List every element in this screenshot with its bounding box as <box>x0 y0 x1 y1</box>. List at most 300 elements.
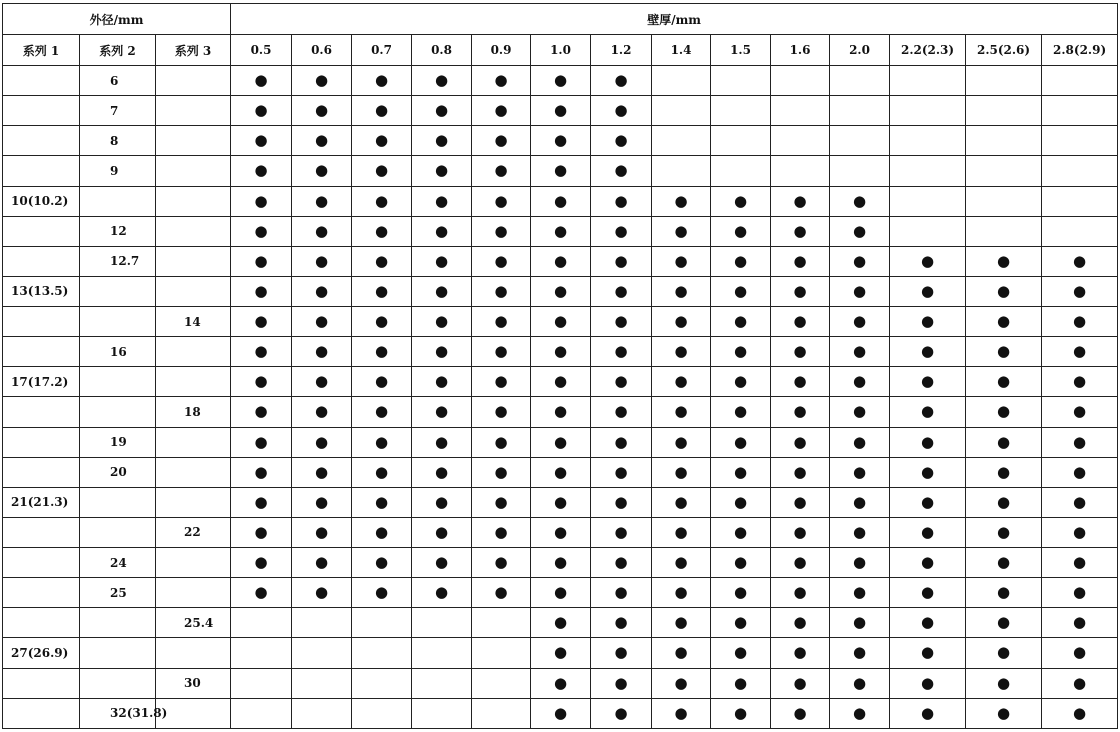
thickness-cell <box>966 517 1042 547</box>
series-3-cell <box>156 186 231 216</box>
thickness-cell <box>412 397 472 427</box>
availability-dot-icon: ● <box>434 372 449 391</box>
availability-dot-icon: ● <box>254 522 268 541</box>
availability-dot-icon: ● <box>852 402 867 421</box>
thickness-cell <box>531 337 591 367</box>
availability-dot-icon: ● <box>314 312 329 331</box>
availability-dot-icon: ● <box>674 553 688 572</box>
thickness-cell <box>531 578 591 608</box>
thickness-cell <box>652 487 711 517</box>
thickness-cell <box>1042 156 1118 186</box>
thickness-cell <box>412 578 472 608</box>
thickness-cell <box>830 427 890 457</box>
availability-dot-icon: ● <box>852 251 867 270</box>
availability-dot-icon: ● <box>614 281 628 300</box>
thickness-cell <box>830 698 890 728</box>
thickness-cell <box>890 276 966 306</box>
availability-dot-icon: ● <box>852 462 867 481</box>
thickness-cell <box>231 216 292 246</box>
thickness-cell <box>591 608 652 638</box>
availability-dot-icon: ● <box>314 281 329 300</box>
thickness-cell <box>591 307 652 337</box>
thickness-cell <box>591 96 652 126</box>
thickness-cell <box>830 367 890 397</box>
thickness-cell <box>472 307 531 337</box>
thickness-cell <box>472 517 531 547</box>
thickness-cell <box>292 427 352 457</box>
thickness-header: 2.5(2.6) <box>966 35 1042 66</box>
thickness-header: 1.4 <box>652 35 711 66</box>
thickness-cell <box>412 638 472 668</box>
thickness-cell <box>352 246 412 276</box>
thickness-cell <box>652 638 711 668</box>
series-1-header: 系列 1 <box>3 35 80 66</box>
thickness-cell <box>830 276 890 306</box>
thickness-cell <box>771 698 830 728</box>
thickness-cell <box>231 608 292 638</box>
series-3-cell: 30 <box>156 668 231 698</box>
availability-dot-icon: ● <box>920 613 935 632</box>
availability-dot-icon: ● <box>314 71 329 90</box>
thickness-cell <box>1042 427 1118 457</box>
availability-dot-icon: ● <box>494 342 508 361</box>
wall-thickness-header: 壁厚/mm <box>231 4 1118 35</box>
table-row <box>3 216 1118 246</box>
thickness-cell <box>652 216 711 246</box>
thickness-cell <box>966 126 1042 156</box>
availability-dot-icon: ● <box>494 191 508 210</box>
table-row <box>3 337 1118 367</box>
thickness-cell <box>231 337 292 367</box>
series-1-cell: 17(17.2) <box>3 367 80 397</box>
availability-dot-icon: ● <box>793 673 807 692</box>
series-1-cell <box>3 427 80 457</box>
availability-dot-icon: ● <box>793 312 807 331</box>
availability-dot-icon: ● <box>852 583 867 602</box>
thickness-cell <box>591 216 652 246</box>
series-1-cell <box>3 698 80 728</box>
series-3-cell: 22 <box>156 517 231 547</box>
thickness-cell <box>711 668 771 698</box>
availability-dot-icon: ● <box>674 462 688 481</box>
series-2-cell <box>80 608 156 638</box>
series-1-cell: 21(21.3) <box>3 487 80 517</box>
thickness-cell <box>292 216 352 246</box>
thickness-header: 2.0 <box>830 35 890 66</box>
availability-dot-icon: ● <box>1073 402 1087 421</box>
availability-dot-icon: ● <box>434 161 449 180</box>
thickness-cell <box>292 96 352 126</box>
thickness-cell <box>1042 66 1118 96</box>
thickness-cell <box>292 397 352 427</box>
series-2-cell: 20 <box>80 457 156 487</box>
thickness-cell <box>531 457 591 487</box>
availability-dot-icon: ● <box>614 221 628 240</box>
availability-dot-icon: ● <box>996 462 1011 481</box>
availability-dot-icon: ● <box>793 251 807 270</box>
thickness-cell <box>1042 698 1118 728</box>
availability-dot-icon: ● <box>494 553 508 572</box>
thickness-cell <box>966 307 1042 337</box>
series-2-cell <box>80 668 156 698</box>
thickness-cell <box>531 156 591 186</box>
thickness-cell <box>652 427 711 457</box>
thickness-cell <box>292 698 352 728</box>
thickness-cell <box>531 276 591 306</box>
availability-dot-icon: ● <box>852 281 867 300</box>
series-3-cell <box>156 578 231 608</box>
availability-dot-icon: ● <box>494 462 508 481</box>
availability-dot-icon: ● <box>1073 522 1087 541</box>
availability-dot-icon: ● <box>494 131 508 150</box>
thickness-cell <box>591 126 652 156</box>
table-row <box>3 548 1118 578</box>
availability-dot-icon: ● <box>614 583 628 602</box>
thickness-cell <box>652 96 711 126</box>
availability-dot-icon: ● <box>793 432 807 451</box>
availability-dot-icon: ● <box>494 251 508 270</box>
availability-dot-icon: ● <box>920 462 935 481</box>
thickness-cell <box>890 668 966 698</box>
availability-dot-icon: ● <box>254 372 268 391</box>
availability-dot-icon: ● <box>614 191 628 210</box>
thickness-cell <box>231 246 292 276</box>
availability-dot-icon: ● <box>793 191 807 210</box>
thickness-cell <box>890 517 966 547</box>
thickness-cell <box>890 698 966 728</box>
thickness-cell <box>830 96 890 126</box>
availability-dot-icon: ● <box>920 553 935 572</box>
thickness-cell <box>652 367 711 397</box>
thickness-cell <box>531 307 591 337</box>
availability-dot-icon: ● <box>793 281 807 300</box>
thickness-cell <box>830 337 890 367</box>
thickness-cell <box>771 367 830 397</box>
series-1-cell <box>3 548 80 578</box>
availability-dot-icon: ● <box>494 432 508 451</box>
availability-dot-icon: ● <box>733 553 748 572</box>
thickness-cell <box>830 638 890 668</box>
series-2-cell <box>80 397 156 427</box>
series-2-cell <box>80 638 156 668</box>
thickness-cell <box>711 126 771 156</box>
availability-dot-icon: ● <box>434 71 449 90</box>
availability-dot-icon: ● <box>920 312 935 331</box>
thickness-header: 2.8(2.9) <box>1042 35 1118 66</box>
thickness-cell <box>472 427 531 457</box>
availability-dot-icon: ● <box>793 462 807 481</box>
availability-dot-icon: ● <box>254 71 268 90</box>
thickness-cell <box>231 638 292 668</box>
availability-dot-icon: ● <box>314 432 329 451</box>
series-2-cell <box>80 517 156 547</box>
availability-dot-icon: ● <box>733 643 748 662</box>
availability-dot-icon: ● <box>314 191 329 210</box>
availability-dot-icon: ● <box>254 221 268 240</box>
thickness-cell <box>292 608 352 638</box>
availability-dot-icon: ● <box>674 613 688 632</box>
thickness-cell <box>352 337 412 367</box>
thickness-cell <box>591 578 652 608</box>
thickness-cell <box>771 307 830 337</box>
table-row <box>3 397 1118 427</box>
thickness-cell <box>890 96 966 126</box>
thickness-cell <box>711 246 771 276</box>
series-3-header: 系列 3 <box>156 35 231 66</box>
thickness-cell <box>472 397 531 427</box>
thickness-cell <box>890 578 966 608</box>
thickness-cell <box>292 156 352 186</box>
thickness-cell <box>966 487 1042 517</box>
availability-dot-icon: ● <box>434 221 449 240</box>
availability-dot-icon: ● <box>434 522 449 541</box>
thickness-header: 1.2 <box>591 35 652 66</box>
availability-dot-icon: ● <box>374 462 389 481</box>
thickness-cell <box>292 367 352 397</box>
thickness-cell <box>771 487 830 517</box>
availability-dot-icon: ● <box>852 312 867 331</box>
thickness-cell <box>771 578 830 608</box>
availability-dot-icon: ● <box>553 402 568 421</box>
series-2-cell <box>80 307 156 337</box>
thickness-cell <box>966 186 1042 216</box>
availability-dot-icon: ● <box>674 402 688 421</box>
thickness-cell <box>591 246 652 276</box>
availability-dot-icon: ● <box>733 342 748 361</box>
availability-dot-icon: ● <box>434 583 449 602</box>
table-row <box>3 608 1118 638</box>
thickness-cell <box>966 457 1042 487</box>
thickness-cell <box>472 96 531 126</box>
thickness-header: 0.6 <box>292 35 352 66</box>
thickness-cell <box>531 698 591 728</box>
availability-dot-icon: ● <box>1073 673 1087 692</box>
availability-dot-icon: ● <box>553 221 568 240</box>
thickness-cell <box>352 668 412 698</box>
availability-dot-icon: ● <box>793 522 807 541</box>
availability-dot-icon: ● <box>1073 583 1087 602</box>
thickness-cell <box>231 668 292 698</box>
availability-dot-icon: ● <box>494 522 508 541</box>
availability-dot-icon: ● <box>733 583 748 602</box>
series-2-cell <box>80 367 156 397</box>
thickness-cell <box>1042 96 1118 126</box>
availability-dot-icon: ● <box>494 101 508 120</box>
availability-dot-icon: ● <box>434 191 449 210</box>
availability-dot-icon: ● <box>996 342 1011 361</box>
thickness-cell <box>472 487 531 517</box>
thickness-cell <box>652 156 711 186</box>
thickness-cell <box>412 367 472 397</box>
availability-dot-icon: ● <box>996 432 1011 451</box>
thickness-cell <box>652 186 711 216</box>
availability-dot-icon: ● <box>553 191 568 210</box>
availability-dot-icon: ● <box>996 583 1011 602</box>
thickness-cell <box>890 246 966 276</box>
series-1-cell: 10(10.2) <box>3 186 80 216</box>
thickness-cell <box>966 246 1042 276</box>
thickness-cell <box>591 548 652 578</box>
thickness-cell <box>711 156 771 186</box>
thickness-cell <box>591 517 652 547</box>
thickness-cell <box>711 397 771 427</box>
table-row <box>3 487 1118 517</box>
table-row <box>3 276 1118 306</box>
thickness-cell <box>412 156 472 186</box>
thickness-cell <box>231 517 292 547</box>
thickness-header: 0.9 <box>472 35 531 66</box>
thickness-cell <box>531 397 591 427</box>
table-row <box>3 96 1118 126</box>
availability-dot-icon: ● <box>254 462 268 481</box>
availability-dot-icon: ● <box>614 372 628 391</box>
availability-dot-icon: ● <box>733 522 748 541</box>
thickness-cell <box>591 668 652 698</box>
thickness-cell <box>711 307 771 337</box>
thickness-cell <box>412 337 472 367</box>
thickness-cell <box>890 548 966 578</box>
availability-dot-icon: ● <box>314 492 329 511</box>
availability-dot-icon: ● <box>614 673 628 692</box>
series-2-cell: 19 <box>80 427 156 457</box>
availability-dot-icon: ● <box>1073 462 1087 481</box>
thickness-cell <box>711 608 771 638</box>
availability-dot-icon: ● <box>614 312 628 331</box>
availability-dot-icon: ● <box>852 191 867 210</box>
availability-dot-icon: ● <box>793 583 807 602</box>
availability-dot-icon: ● <box>434 131 449 150</box>
thickness-cell <box>652 337 711 367</box>
availability-dot-icon: ● <box>254 161 268 180</box>
availability-dot-icon: ● <box>314 462 329 481</box>
thickness-cell <box>531 186 591 216</box>
availability-dot-icon: ● <box>553 281 568 300</box>
thickness-cell <box>771 96 830 126</box>
thickness-cell <box>771 457 830 487</box>
availability-dot-icon: ● <box>920 281 935 300</box>
thickness-cell <box>830 397 890 427</box>
thickness-cell <box>771 608 830 638</box>
series-2-cell: 16 <box>80 337 156 367</box>
thickness-cell <box>830 608 890 638</box>
availability-dot-icon: ● <box>553 703 568 722</box>
thickness-cell <box>412 276 472 306</box>
availability-dot-icon: ● <box>553 251 568 270</box>
availability-dot-icon: ● <box>674 583 688 602</box>
availability-dot-icon: ● <box>920 522 935 541</box>
availability-dot-icon: ● <box>614 101 628 120</box>
availability-dot-icon: ● <box>614 251 628 270</box>
thickness-cell <box>890 397 966 427</box>
thickness-cell <box>231 578 292 608</box>
availability-dot-icon: ● <box>374 221 389 240</box>
thickness-cell <box>1042 276 1118 306</box>
availability-dot-icon: ● <box>793 342 807 361</box>
availability-dot-icon: ● <box>996 402 1011 421</box>
thickness-cell <box>771 427 830 457</box>
thickness-header: 0.5 <box>231 35 292 66</box>
thickness-cell <box>531 638 591 668</box>
series-1-cell <box>3 397 80 427</box>
table-row <box>3 638 1118 668</box>
series-1-cell <box>3 156 80 186</box>
thickness-cell <box>890 126 966 156</box>
availability-dot-icon: ● <box>852 432 867 451</box>
thickness-cell <box>890 457 966 487</box>
thickness-header: 2.2(2.3) <box>890 35 966 66</box>
availability-dot-icon: ● <box>494 281 508 300</box>
availability-dot-icon: ● <box>374 372 389 391</box>
thickness-cell <box>352 367 412 397</box>
availability-dot-icon: ● <box>733 673 748 692</box>
availability-dot-icon: ● <box>434 432 449 451</box>
thickness-cell <box>231 96 292 126</box>
table-row <box>3 156 1118 186</box>
series-3-cell <box>156 96 231 126</box>
availability-dot-icon: ● <box>254 101 268 120</box>
availability-dot-icon: ● <box>733 402 748 421</box>
thickness-cell <box>531 427 591 457</box>
thickness-cell <box>231 126 292 156</box>
availability-dot-icon: ● <box>920 703 935 722</box>
series-1-cell: 27(26.9) <box>3 638 80 668</box>
series-2-cell <box>80 276 156 306</box>
availability-dot-icon: ● <box>674 221 688 240</box>
thickness-cell <box>591 638 652 668</box>
availability-dot-icon: ● <box>494 221 508 240</box>
table-row <box>3 427 1118 457</box>
availability-dot-icon: ● <box>314 553 329 572</box>
thickness-cell <box>1042 638 1118 668</box>
thickness-cell <box>352 186 412 216</box>
thickness-cell <box>652 246 711 276</box>
availability-dot-icon: ● <box>374 432 389 451</box>
availability-dot-icon: ● <box>374 312 389 331</box>
thickness-cell <box>531 96 591 126</box>
thickness-cell <box>352 698 412 728</box>
availability-dot-icon: ● <box>254 432 268 451</box>
series-2-cell: 6 <box>80 66 156 96</box>
availability-dot-icon: ● <box>674 522 688 541</box>
series-1-cell <box>3 337 80 367</box>
availability-dot-icon: ● <box>996 522 1011 541</box>
thickness-cell <box>531 548 591 578</box>
table-row <box>3 517 1118 547</box>
thickness-cell <box>1042 517 1118 547</box>
table-row <box>3 66 1118 96</box>
thickness-cell <box>352 427 412 457</box>
series-3-cell <box>156 457 231 487</box>
series-3-cell: 18 <box>156 397 231 427</box>
thickness-cell <box>352 457 412 487</box>
series-3-cell <box>156 156 231 186</box>
availability-dot-icon: ● <box>996 613 1011 632</box>
availability-dot-icon: ● <box>374 71 389 90</box>
thickness-cell <box>231 156 292 186</box>
availability-dot-icon: ● <box>996 643 1011 662</box>
availability-dot-icon: ● <box>852 492 867 511</box>
thickness-cell <box>292 307 352 337</box>
table-row <box>3 457 1118 487</box>
availability-dot-icon: ● <box>852 553 867 572</box>
thickness-cell <box>591 276 652 306</box>
thickness-cell <box>890 307 966 337</box>
thickness-cell <box>711 427 771 457</box>
outer-diameter-header: 外径/mm <box>3 4 231 35</box>
thickness-cell <box>292 276 352 306</box>
thickness-cell <box>531 126 591 156</box>
thickness-cell <box>412 668 472 698</box>
